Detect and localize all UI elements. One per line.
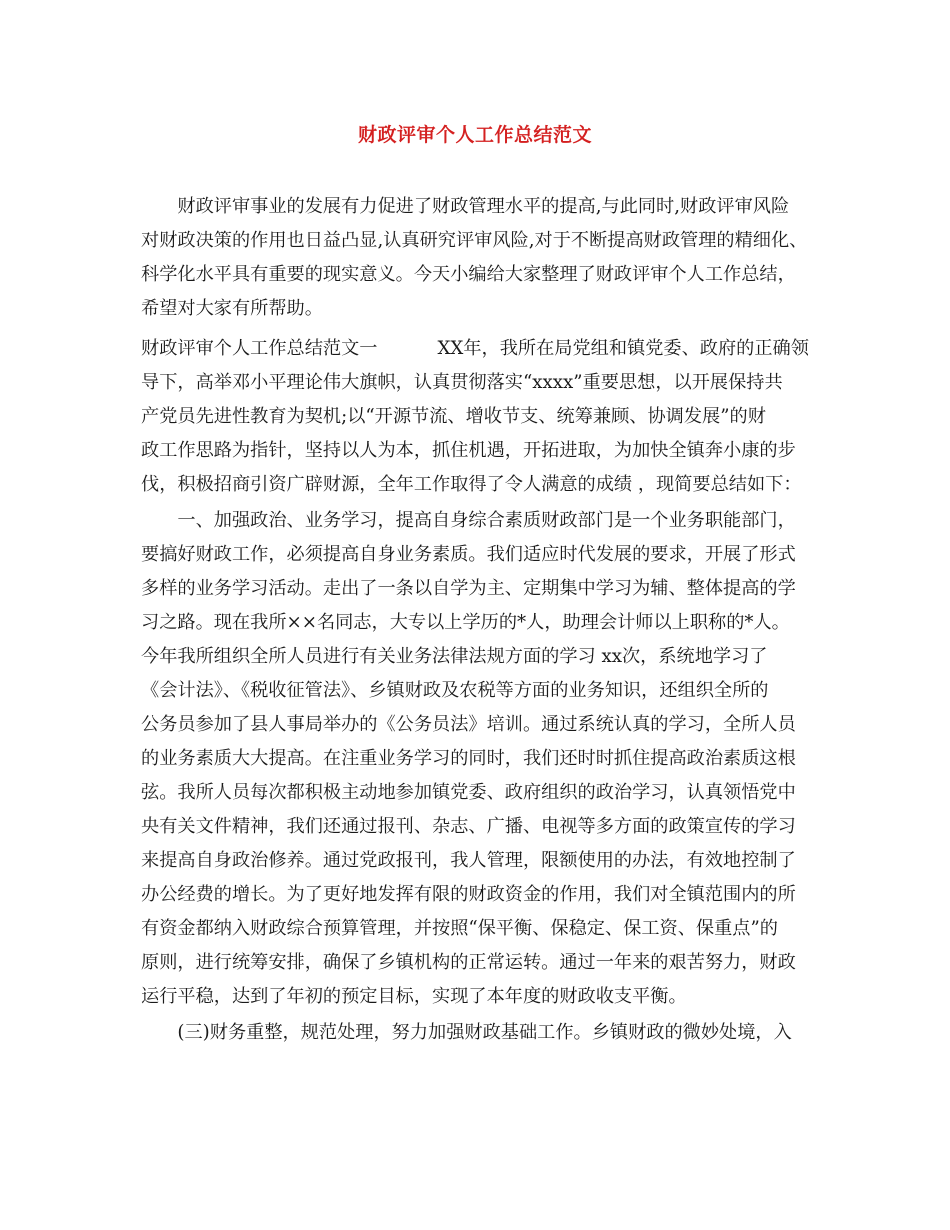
document-title: 财政评审个人工作总结范文: [357, 124, 592, 146]
text-line: 财政评审事业的发展有力促进了财政管理水平的提高,与此同时,财政评审风险: [141, 196, 790, 217]
text-line: 一、加强政治、业务学习，提高自身综合素质财政部门是一个业务职能部门，: [141, 510, 796, 531]
text-line: 公务员参加了县人事局举办的《公务员法》培训。通过系统认真的学习，全所人员: [141, 714, 796, 735]
text-line: 弦。我所人员每次都积极主动地参加镇党委、政府组织的政治学习，认真领悟党中: [141, 782, 796, 803]
text-line: 今年我所组织全所人员进行有关业务法律法规方面的学习 xx次，系统地学习了: [141, 646, 768, 667]
text-line: 对财政决策的作用也日益凸显,认真研究评审风险,对于不断提高财政管理的精细化、: [141, 230, 808, 251]
text-line: 伐，积极招商引资广辟财源，全年工作取得了令人满意的成绩 ，现简要总结如下：: [141, 474, 802, 495]
text-line: 希望对大家有所帮助。: [141, 298, 323, 319]
text-line: 原则，进行统筹安排，确保了乡镇机构的正常运转。通过一年来的艰苦努力，财政: [141, 952, 796, 973]
text-line: 央有关文件精神，我们还通过报刊、杂志、广播、电视等多方面的政策宣传的学习: [141, 816, 796, 837]
text-line: 有资金都纳入财政综合预算管理，并按照“保平衡、保稳定、保工资、保重点”的: [141, 918, 778, 939]
text-line: 的业务素质大大提高。在注重业务学习的同时，我们还时时抓住提高政治素质这根: [141, 748, 796, 769]
text-line: [141, 336, 809, 362]
text-line: 运行平稳，达到了年初的预定目标，实现了本年度的财政收支平衡。: [141, 986, 687, 1007]
text-line: 《会计法》、《税收征管法》、乡镇财政及农税等方面的业务知识，还组织全所的: [141, 680, 769, 701]
text-line: 政工作思路为指针，坚持以人为本，抓住机遇，开拓进取，为加快全镇奔小康的步: [141, 440, 796, 461]
text-line: 要搞好财政工作，必须提高自身业务素质。我们适应时代发展的要求，开展了形式: [141, 544, 796, 565]
text-line: 习之路。现在我所××名同志，大专以上学历的*人，助理会计师以上职称的*人。: [141, 612, 790, 633]
section-heading: 财政评审个人工作总结范文一: [141, 338, 378, 359]
text-line: 办公经费的增长。为了更好地发挥有限的财政资金的作用，我们对全镇范围内的所: [141, 884, 796, 905]
text-line: 来提高自身政治修养。通过党政报刊，我人管理，限额使用的办法，有效地控制了: [141, 850, 796, 871]
text-fragment: XX年，我所在局党组和镇党委、政府的正确领: [437, 338, 809, 359]
text-line: 多样的业务学习活动。走出了一条以自学为主、定期集中学习为辅、整体提高的学: [141, 578, 796, 599]
text-line: 导下，高举邓小平理论伟大旗帜，认真贯彻落实“xxxx”重要思想，以开展保持共: [141, 372, 783, 393]
text-line: 科学化水平具有重要的现实意义。今天小编给大家整理了财政评审个人工作总结，: [141, 264, 796, 285]
text-line: 产党员先进性教育为契机;以“开源节流、增收节支、统筹兼顾、协调发展”的财: [141, 406, 766, 427]
text-line: (三)财务重整，规范处理，努力加强财政基础工作。乡镇财政的微妙处境，入: [141, 1022, 792, 1043]
